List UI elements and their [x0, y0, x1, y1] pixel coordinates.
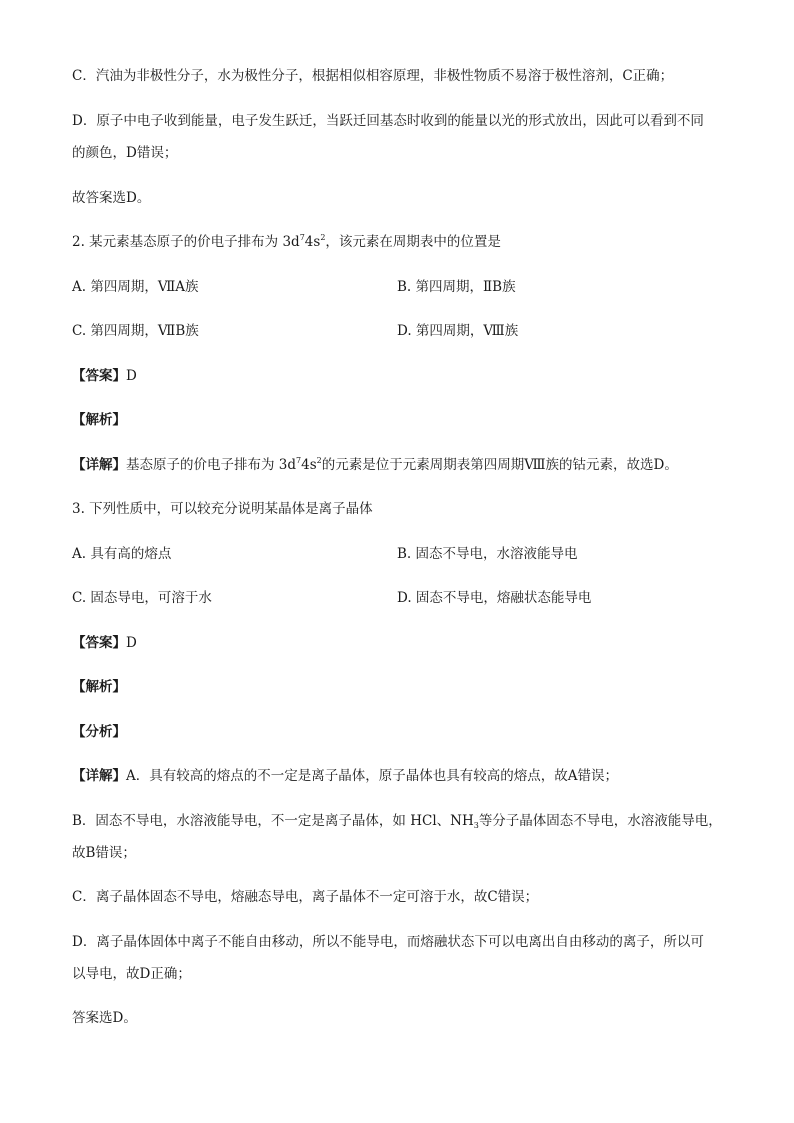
question-3-conclusion: 答案选D。 [72, 1010, 137, 1026]
question-3-detail-b-line-2: 故B错误； [72, 845, 136, 861]
question-3-detail-c: C．离子晶体固态不导电，熔融态导电，离子晶体不一定可溶于水，故C错误； [72, 889, 539, 905]
question-2-detail: 【详解】基态原子的价电子排布为 $3d^74s^2$的元素是位于元素周期表第四周期Ⅷ族的钴元素，故选D。 [72, 456, 678, 473]
question-3-analysis-tag: 【解析】 [72, 679, 126, 695]
question-3-option-b: B. 固态不导电，水溶液能导电 [397, 546, 578, 562]
question-2-answer: 【答案】D [72, 368, 137, 384]
question-3-option-a: A. 具有高的熔点 [72, 546, 172, 562]
question-2-analysis-tag: 【解析】 [72, 412, 126, 428]
question-3-answer: 【答案】D [72, 635, 137, 651]
previous-conclusion: 故答案选D。 [72, 190, 151, 206]
explanation-d-line-1: D．原子中电子收到能量，电子发生跃迁，当跃迁回基态时收到的能量以光的形式放出，因此可以看到不同 [72, 113, 704, 129]
explanation-d-line-2: 的颜色，D错误； [72, 145, 178, 161]
question-3-option-d: D. 固态不导电，熔融状态能导电 [397, 590, 592, 606]
question-3-fenxi-tag: 【分析】 [72, 724, 126, 740]
question-3-stem: 3. 下列性质中，可以较充分说明某晶体是离子晶体 [72, 501, 373, 517]
question-2-stem: 2. 某元素基态原子的价电子排布为 $3d^74s^2$，该元素在周期表中的位置是 [72, 233, 501, 250]
explanation-c-line: C．汽油为非极性分子，水为极性分子，根据相似相容原理，非极性物质不易溶于极性溶剂，C正确； [72, 68, 674, 84]
question-3-detail-a: 【详解】A．具有较高的熔点的不一定是离子晶体，原子晶体也具有较高的熔点，故A错误； [72, 768, 618, 784]
question-3-option-c: C. 固态导电，可溶于水 [72, 590, 212, 606]
question-2-option-d: D. 第四周期，Ⅷ族 [397, 323, 519, 339]
question-3-detail-d-line-1: D．离子晶体固体中离子不能自由移动，所以不能导电，而熔融状态下可以电离出自由移动的离子，所以可 [72, 934, 704, 950]
question-2-option-c: C. 第四周期，ⅦB族 [72, 323, 199, 339]
question-2-option-b: B. 第四周期，ⅡB族 [397, 279, 516, 295]
question-3-detail-d-line-2: 以导电，故D正确； [72, 966, 191, 982]
question-2-option-a: A. 第四周期，ⅦA族 [72, 279, 199, 295]
question-3-detail-b-line-1: B．固态不导电，水溶液能导电，不一定是离子晶体，如 HCl、$NH_3$等分子晶体固态不导电，水溶液能导电， [72, 813, 722, 830]
